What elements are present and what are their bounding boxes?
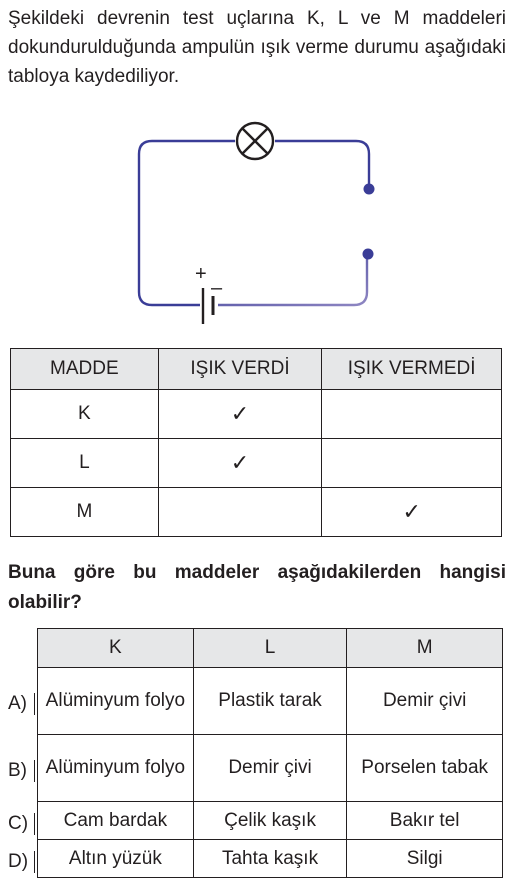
option-a-m: Demir çivi	[347, 668, 503, 735]
option-c-l: Çelik kaşık	[193, 802, 347, 840]
option-row-d[interactable]	[38, 840, 503, 878]
option-d-m: Silgi	[347, 840, 503, 878]
header-k: K	[38, 629, 194, 668]
madde-cell: M	[11, 488, 159, 537]
option-a-l: Plastik tarak	[193, 668, 347, 735]
intro-text: Şekildeki devrenin test uçlarına K, L ve M maddeleri dokundurulduğunda ampulün ışık verme durumu aşağıdaki tabloya kaydediliyor.	[8, 8, 506, 87]
option-b-k: Alüminyum folyo	[38, 735, 194, 802]
test-terminal-top	[364, 184, 375, 195]
table-row	[11, 488, 502, 537]
option-b-l: Demir çivi	[193, 735, 347, 802]
wire-bottom-right	[217, 254, 367, 305]
option-d-l: Tahta kaşık	[193, 840, 347, 878]
option-c-k: Cam bardak	[38, 802, 194, 840]
bulb-icon	[237, 123, 273, 159]
table-row	[11, 390, 502, 439]
header-madde: MADDE	[11, 349, 159, 390]
option-label-b[interactable]: B)	[8, 760, 35, 782]
check-cell: ✓	[322, 488, 502, 537]
test-terminal-bottom	[363, 249, 374, 260]
header-isik-verdi: IŞIK VERDİ	[158, 349, 322, 390]
option-row-c[interactable]	[38, 802, 503, 840]
option-label-a[interactable]: A)	[8, 693, 35, 715]
header-m: M	[347, 629, 503, 668]
option-row-a[interactable]	[38, 668, 503, 735]
observation-table	[10, 348, 502, 537]
wire-top-right	[275, 141, 369, 189]
check-cell	[322, 390, 502, 439]
table-header-row	[11, 349, 502, 390]
check-cell	[322, 439, 502, 488]
header-l: L	[193, 629, 347, 668]
check-cell: ✓	[158, 439, 322, 488]
header-isik-vermedi: IŞIK VERMEDİ	[322, 349, 502, 390]
option-d-k: Altın yüzük	[38, 840, 194, 878]
option-label-c[interactable]: C)	[8, 813, 35, 835]
plus-sign: +	[195, 263, 207, 285]
check-cell: ✓	[158, 390, 322, 439]
madde-cell: L	[11, 439, 159, 488]
option-c-m: Bakır tel	[347, 802, 503, 840]
option-b-m: Porselen tabak	[347, 735, 503, 802]
circuit-diagram	[0, 0, 516, 340]
minus-sign: –	[211, 277, 223, 299]
option-label-d[interactable]: D)	[8, 851, 35, 873]
answer-options-table	[37, 628, 503, 878]
table-header-row	[38, 629, 503, 668]
madde-cell: K	[11, 390, 159, 439]
check-cell	[158, 488, 322, 537]
table-row	[11, 439, 502, 488]
question-text: Buna göre bu maddeler aşağıdakilerden hangisi olabilir?	[8, 562, 506, 613]
option-row-b[interactable]	[38, 735, 503, 802]
option-a-k: Alüminyum folyo	[38, 668, 194, 735]
